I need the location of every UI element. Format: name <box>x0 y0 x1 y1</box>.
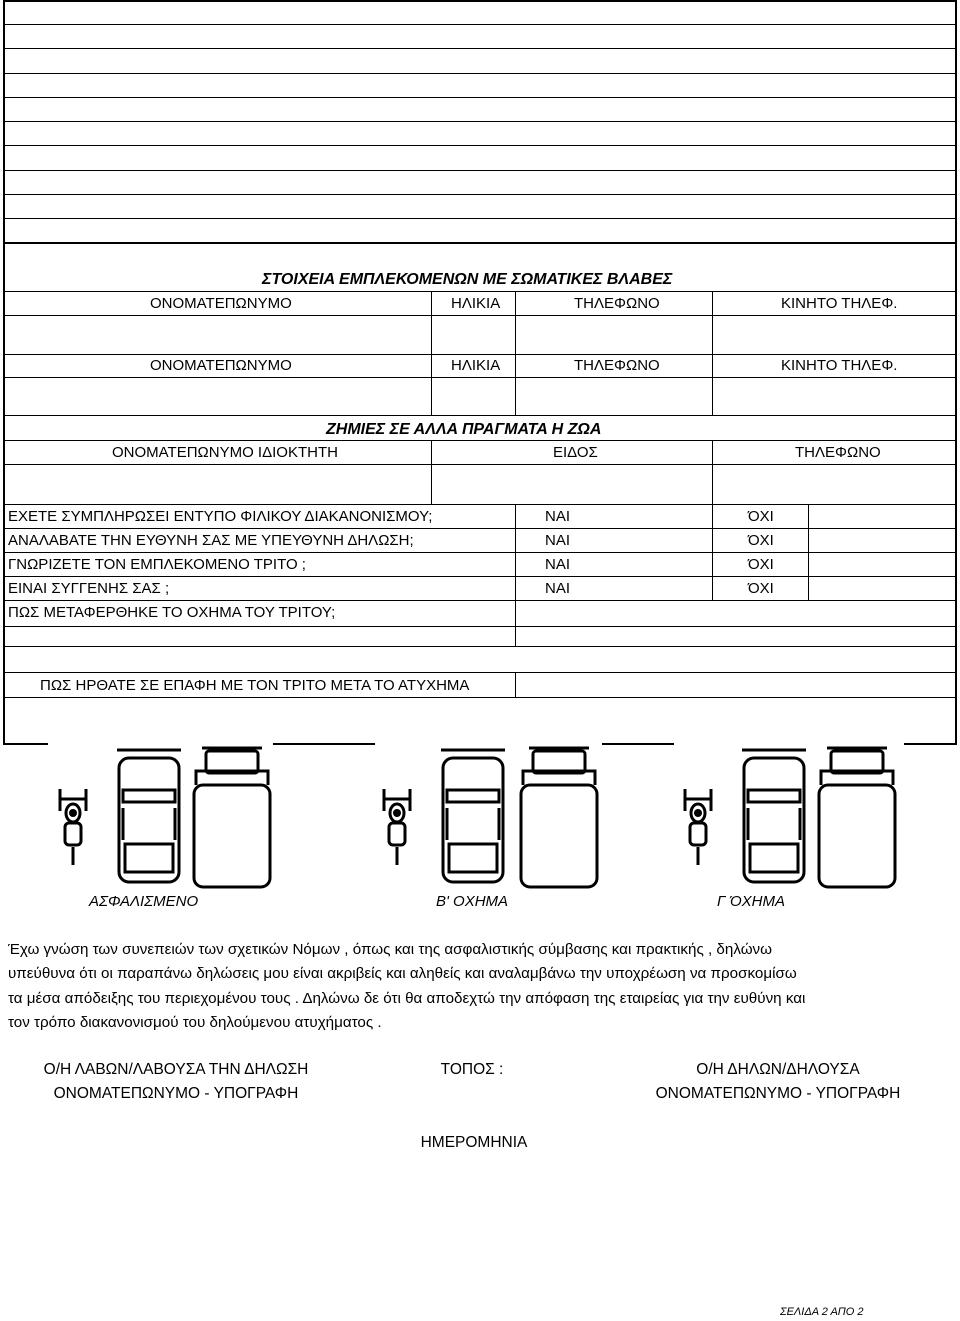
injured-row-input[interactable] <box>4 378 955 414</box>
vehicle-caption: ΑΣΦΑΛΙΣΜΕΝΟ <box>89 893 199 910</box>
motorcycle-icon[interactable] <box>374 785 420 867</box>
question-text: ΕΙΝΑΙ ΣΥΓΓΕΝΗΣ ΣΑΣ ; <box>8 580 170 597</box>
blank-line[interactable] <box>4 48 956 49</box>
declaration-line: υπεύθυνα ότι οι παραπάνω δηλώσεις μου είναι ακριβείς και αληθείς και αναλαμβάνω την υποχρέωση να προσκομίσω <box>8 965 797 982</box>
injured-phone-label: ΤΗΛΕΦΩΝΟ <box>574 295 660 312</box>
answer-yes[interactable]: ΝΑΙ <box>545 556 571 573</box>
date-label[interactable]: ΗΜΕΡΟΜΗΝΙΑ <box>420 1134 528 1151</box>
declaration-line: τα μέσα απόδειξης του περιεχομένου τους . Δηλώνω δε ότι θα αποδεχτώ την απόφαση της εταιρείας για την ευθύνη και <box>8 990 806 1007</box>
blank-line[interactable] <box>4 97 956 98</box>
blank-line[interactable] <box>4 73 956 74</box>
damage-phone-label: ΤΗΛΕΦΩΝΟ <box>795 444 881 461</box>
damage-owner-label: ΟΝΟΜΑΤΕΠΩΝΥΜΟ ΙΔΙΟΚΤΗΤΗ <box>112 444 338 461</box>
damage-section-title: ΖΗΜΙΕΣ ΣΕ ΑΛΛΑ ΠΡΑΓΜΑΤΑ Η ΖΩΑ <box>326 421 602 438</box>
injured-row-input[interactable] <box>4 316 955 354</box>
blank-line[interactable] <box>4 121 956 122</box>
injured-name-label: ΟΝΟΜΑΤΕΠΩΝΥΜΟ <box>150 295 292 312</box>
answer-no[interactable]: ΌΧΙ <box>748 532 774 549</box>
car-icon[interactable] <box>437 748 509 886</box>
blank-line[interactable] <box>4 218 956 219</box>
injured-mobile-label: ΚΙΝΗΤΟ ΤΗΛΕΦ. <box>781 295 898 312</box>
injured-section-title: ΣΤΟΙΧΕΙΑ ΕΜΠΛΕΚΟΜΕΝΩΝ ΜΕ ΣΩΜΑΤΙΚΕΣ ΒΛΑΒΕΣ <box>262 271 673 288</box>
truck-icon[interactable] <box>815 745 899 891</box>
injured-age-label: ΗΛΙΚΙΑ <box>451 357 501 374</box>
declaration-line: Έχω γνώση των συνεπειών των σχετικών Νόμων , όπως και της ασφαλιστικής σύμβασης και πρακτικής , δηλώνω <box>8 941 773 958</box>
blank-line[interactable] <box>4 24 956 25</box>
answer-no[interactable]: ΌΧΙ <box>748 556 774 573</box>
answer-yes[interactable]: ΝΑΙ <box>545 580 571 597</box>
place-label[interactable]: ΤΟΠΟΣ : <box>440 1061 504 1078</box>
contact-blank-line[interactable] <box>4 698 955 742</box>
injured-age-label: ΗΛΙΚΙΑ <box>451 295 501 312</box>
truck-icon[interactable] <box>517 745 601 891</box>
blank-line[interactable] <box>4 145 956 146</box>
declarant-signature-label[interactable]: ΟΝΟΜΑΤΕΠΩΝΥΜΟ - ΥΠΟΓΡΑΦΗ <box>655 1085 901 1102</box>
injured-mobile-label: ΚΙΝΗΤΟ ΤΗΛΕΦ. <box>781 357 898 374</box>
vehicle-caption: Γ ΌΧΗΜΑ <box>717 893 785 910</box>
injured-name-label: ΟΝΟΜΑΤΕΠΩΝΥΜΟ <box>150 357 292 374</box>
damage-row-input[interactable] <box>4 465 955 503</box>
blank-line[interactable] <box>4 170 956 171</box>
truck-icon[interactable] <box>190 745 274 891</box>
declaration-line: τον τρόπο διακανονισμού του δηλούμενου ατυχήματος . <box>8 1014 382 1031</box>
transport-question: ΠΩΣ ΜΕΤΑΦΕΡΘΗΚΕ ΤΟ ΟΧΗΜΑ ΤΟΥ ΤΡΙΤΟΥ; <box>8 604 336 621</box>
contact-question: ΠΩΣ ΗΡΘΑΤΕ ΣΕ ΕΠΑΦΗ ΜΕ ΤΟΝ ΤΡΙΤΟ ΜΕΤΑ ΤΟ ΑΤΥΧΗΜΑ <box>40 677 470 694</box>
contact-answer-input[interactable] <box>516 673 955 696</box>
car-icon[interactable] <box>738 748 810 886</box>
transport-blank-line[interactable] <box>4 647 955 671</box>
damage-kind-label: ΕΙΔΟΣ <box>553 444 598 461</box>
answer-yes[interactable]: ΝΑΙ <box>545 508 571 525</box>
answer-no[interactable]: ΌΧΙ <box>748 580 774 597</box>
injured-phone-label: ΤΗΛΕΦΩΝΟ <box>574 357 660 374</box>
question-text: ΓΝΩΡΙΖΕΤΕ ΤΟΝ ΕΜΠΛΕΚΟΜΕΝΟ ΤΡΙΤΟ ; <box>8 556 306 573</box>
receiver-title: Ο/Η ΛΑΒΩΝ/ΛΑΒΟΥΣΑ ΤΗΝ ΔΗΛΩΣΗ <box>43 1061 309 1078</box>
question-text: ΑΝΑΛΑΒΑΤΕ ΤΗΝ ΕΥΘΥΝΗ ΣΑΣ ΜΕ ΥΠΕΥΘΥΝΗ ΔΗΛΩΣΗ; <box>8 532 414 549</box>
blank-line[interactable] <box>4 194 956 195</box>
blank-line <box>4 242 956 244</box>
transport-answer-input[interactable] <box>516 601 955 645</box>
answer-yes[interactable]: ΝΑΙ <box>545 532 571 549</box>
answer-no[interactable]: ΌΧΙ <box>748 508 774 525</box>
page-number: ΣΕΛΙΔΑ 2 ΑΠΟ 2 <box>780 1306 864 1318</box>
receiver-signature-label[interactable]: ΟΝΟΜΑΤΕΠΩΝΥΜΟ - ΥΠΟΓΡΑΦΗ <box>53 1085 299 1102</box>
question-text: ΕΧΕΤΕ ΣΥΜΠΛΗΡΩΣΕΙ ΕΝΤΥΠΟ ΦΙΛΙΚΟΥ ΔΙΑΚΑΝΟΝΙΣΜΟΥ; <box>8 508 433 525</box>
vehicle-caption: Β' ΟΧΗΜΑ <box>436 893 509 910</box>
car-icon[interactable] <box>113 748 185 886</box>
motorcycle-icon[interactable] <box>50 785 96 867</box>
declarant-title: Ο/Η ΔΗΛΩΝ/ΔΗΛΟΥΣΑ <box>696 1061 860 1078</box>
motorcycle-icon[interactable] <box>675 785 721 867</box>
